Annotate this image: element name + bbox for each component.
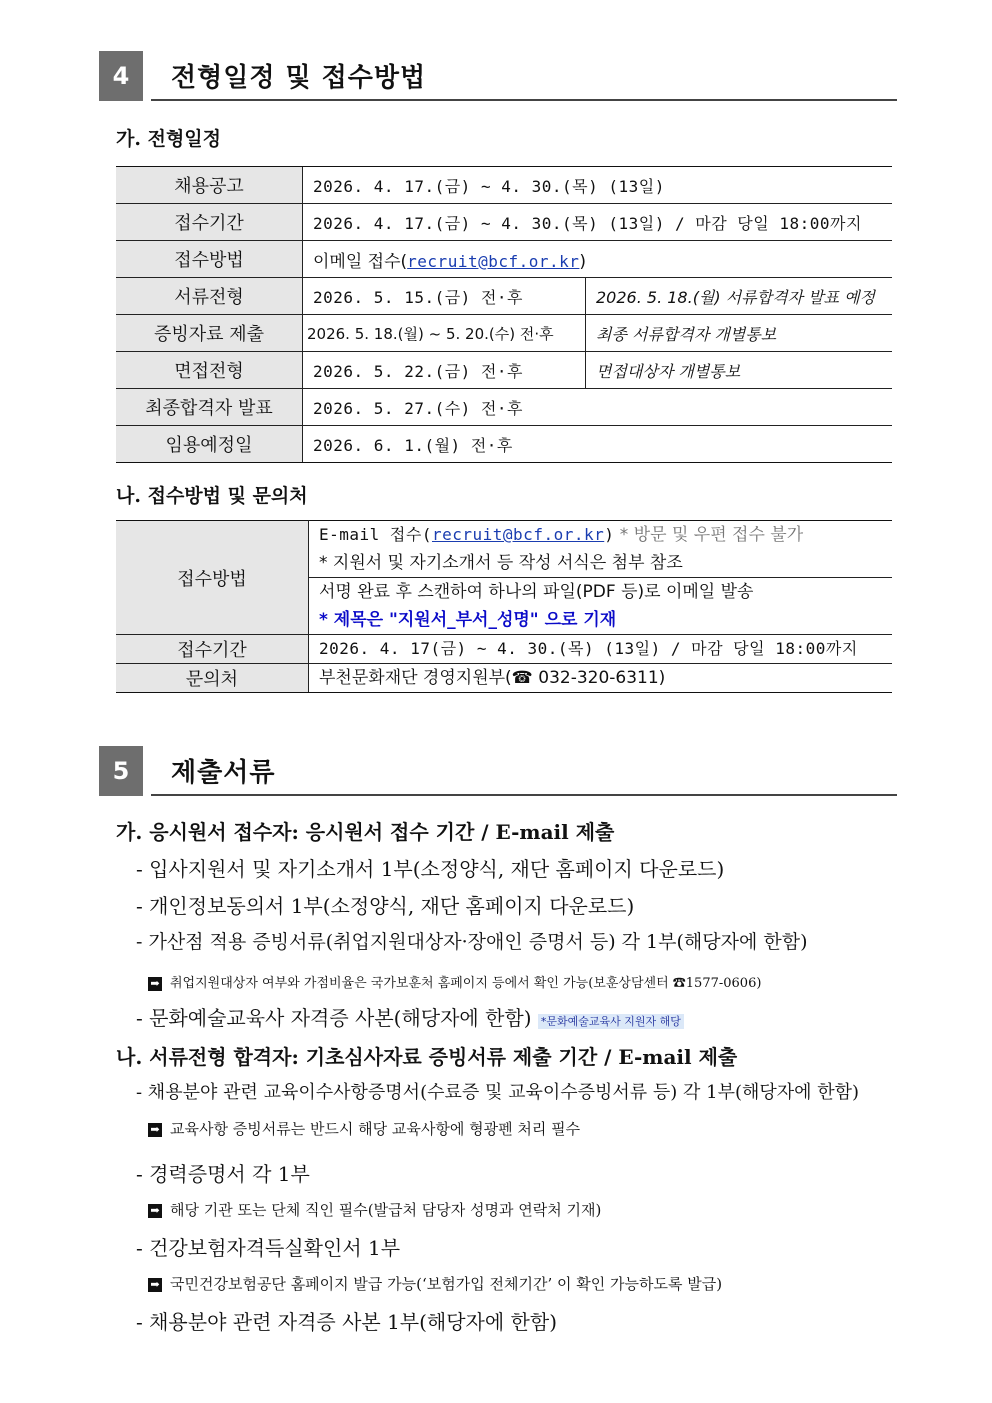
section-number: 5 [99,746,143,796]
row-label: 접수기간 [116,635,309,664]
note-item: ➡ 취업지원대상자 여부와 가점비율은 국가보훈처 홈페이지 등에서 확인 가능(보훈상담센터 ☎1577-0606) [148,972,761,991]
arrow-right-icon: ➡ [148,1204,162,1218]
email-link[interactable]: recruit@bcf.or.kr [431,525,605,544]
row-value: 2026. 4. 17.(금) ~ 4. 30.(목) (13일) / 마감 당일 18:00까지 [303,204,893,241]
row-label: 서류전형 [116,278,303,315]
arrow-right-icon: ➡ [148,977,162,991]
docs-b-title: 나. 서류전형 합격자: 기초심사자료 증빙서류 제출 기간 / E-mail 제출 [116,1045,738,1069]
schedule-table [116,166,892,463]
apply-table [116,520,892,693]
table-row [116,278,892,315]
table-row [116,241,892,278]
arrow-right-icon: ➡ [148,1278,162,1292]
list-item: - 개인정보동의서 1부(소정양식, 재단 홈페이지 다운로드) [136,894,635,918]
divider [151,99,897,101]
table-row [116,664,892,693]
row-value: 2026. 6. 1.(월) 전·후 [303,426,893,463]
row-value: 2026. 5. 15.(금) 전·후 [303,278,586,315]
row-label: 최종합격자 발표 [116,389,303,426]
note-item: ➡ 교육사항 증빙서류는 반드시 해당 교육사항에 형광펜 처리 필수 [148,1118,580,1139]
table-row [116,315,892,352]
list-item: - 입사지원서 및 자기소개서 1부(소정양식, 재단 홈페이지 다운로드) [136,857,725,881]
row-note: 면접대상자 개별통보 [586,352,893,389]
table-row [116,426,892,463]
list-item: - 건강보험자격득실확인서 1부 [136,1236,401,1260]
row-value: 이메일 접수(recruit@bcf.or.kr) [303,241,893,278]
list-item: - 채용분야 관련 자격증 사본 1부(해당자에 한함) [136,1310,557,1334]
subheading-schedule: 가. 전형일정 [116,128,221,150]
row-value: 2026. 4. 17(금) ~ 4. 30.(목) (13일) / 마감 당일 18:00까지 [309,635,893,664]
table-row [116,521,892,578]
row-value: 2026. 4. 17.(금) ~ 4. 30.(목) (13일) [303,167,893,204]
section-5-header [99,746,897,796]
section-number: 4 [99,51,143,101]
table-row [116,352,892,389]
row-note: 2026. 5. 18.(월) 서류합격자 발표 예정 [586,278,893,315]
divider [151,794,897,796]
section-title: 제출서류 [171,758,276,788]
row-label: 증빙자료 제출 [116,315,303,352]
row-value: 2026. 5. 18.(월) ~ 5. 20.(수) 전·후 [303,315,586,352]
list-item: - 경력증명서 각 1부 [136,1162,310,1186]
row-label: 면접전형 [116,352,303,389]
list-item: - 채용분야 관련 교육이수사항증명서(수료증 및 교육이수증빙서류 등) 각 1부(해당자에 한함) [136,1082,860,1103]
section-title: 전형일정 및 접수방법 [171,63,427,93]
subheading-apply: 나. 접수방법 및 문의처 [116,485,308,507]
note-item: ➡ 해당 기관 또는 단체 직인 필수(발급처 담당자 성명과 연락처 기재) [148,1199,601,1220]
tag-badge: *문화예술교육사 지원자 해당 [538,1014,684,1029]
row-value: E-mail 접수(recruit@bcf.or.kr) * 방문 및 우편 접수 불가 * 지원서 및 자기소개서 등 작성 서식은 첨부 참조 [309,521,893,578]
email-link[interactable]: recruit@bcf.or.kr [407,251,580,271]
arrow-right-icon: ➡ [148,1123,162,1137]
row-value: 부천문화재단 경영지원부(☎ 032-320-6311) [309,664,893,693]
docs-a-title: 가. 응시원서 접수자: 응시원서 접수 기간 / E-mail 제출 [116,820,615,844]
row-label: 접수기간 [116,204,303,241]
row-note: 최종 서류합격자 개별통보 [586,315,893,352]
list-item: - 가산점 적용 증빙서류(취업지원대상자·장애인 증명서 등) 각 1부(해당자에 한함) [136,931,808,953]
section-4-header [99,51,897,101]
row-label: 문의처 [116,664,309,693]
table-row [116,635,892,664]
table-row [116,204,892,241]
table-row [116,389,892,426]
row-value: 2026. 5. 22.(금) 전·후 [303,352,586,389]
row-value: 서명 완료 후 스캔하여 하나의 파일(PDF 등)로 이메일 발송 * 제목은 "지원서_부서_성명" 으로 기재 [309,578,893,635]
note-item: ➡ 국민건강보험공단 홈페이지 발급 가능(‘보험가입 전체기간’ 이 확인 가능하도록 발급) [148,1273,722,1294]
row-label: 임용예정일 [116,426,303,463]
row-label: 접수방법 [116,521,309,635]
table-row [116,167,892,204]
row-label: 접수방법 [116,241,303,278]
row-value: 2026. 5. 27.(수) 전·후 [303,389,893,426]
list-item: - 문화예술교육사 자격증 사본(해당자에 한함) *문화예술교육사 지원자 해당 [136,1002,684,1031]
row-label: 채용공고 [116,167,303,204]
